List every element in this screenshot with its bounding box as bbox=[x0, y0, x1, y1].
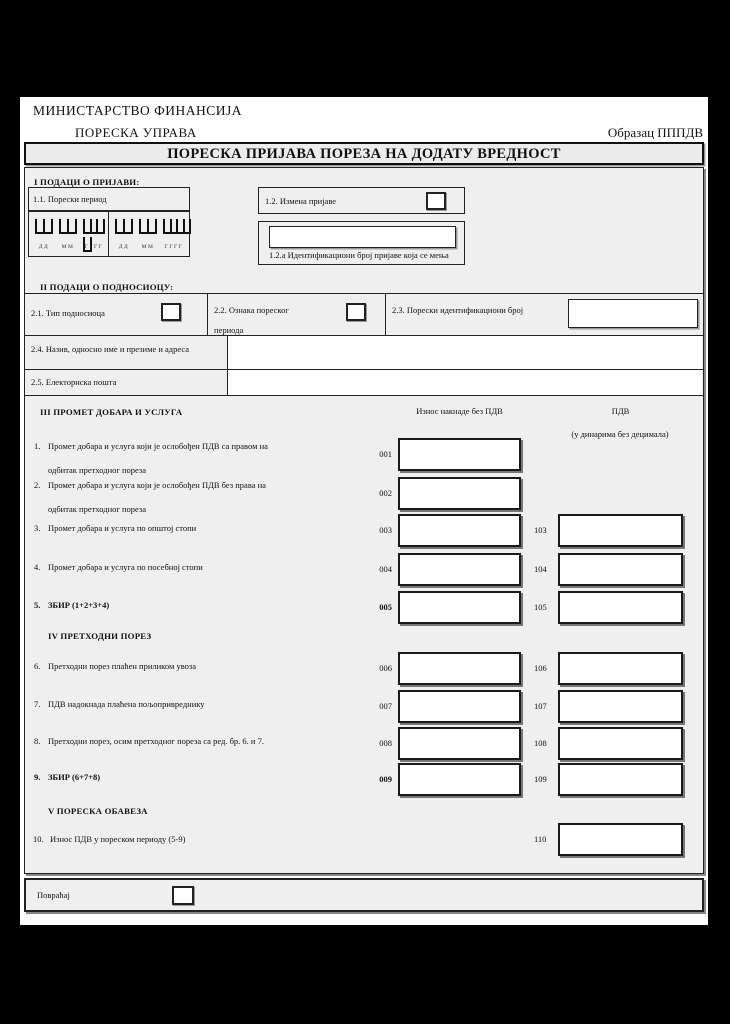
submitter-type-cell bbox=[25, 294, 208, 335]
row1-label-line1: Промет добара и услуга који је ослобођен ПДВ са правом на bbox=[48, 441, 268, 451]
form-title: ПОРЕСКА ПРИЈАВА ПОРЕЗА НА ДОДАТУ ВРЕДНОСТ bbox=[24, 142, 704, 165]
tax-period-start-date[interactable] bbox=[29, 212, 109, 256]
name-address-input[interactable] bbox=[228, 336, 702, 369]
row4-label: Промет добара и услуга по посебној стопи bbox=[48, 562, 203, 572]
amount-box-105[interactable] bbox=[558, 591, 683, 624]
row1-label-line2: одбитак претходног пореза bbox=[48, 465, 147, 475]
month-comb[interactable] bbox=[59, 219, 75, 237]
code-106: 106 bbox=[534, 663, 547, 673]
tax-id-cell bbox=[386, 294, 702, 335]
amount-box-110[interactable] bbox=[558, 823, 683, 856]
code-104: 104 bbox=[534, 564, 547, 574]
amount-box-005[interactable] bbox=[398, 591, 521, 624]
tax-administration-heading: ПОРЕСКА УПРАВА bbox=[75, 125, 197, 140]
code-001: 001 bbox=[379, 449, 392, 459]
period-mark-label: 2.2. Ознака пореског периода bbox=[214, 305, 289, 335]
amount-box-001[interactable] bbox=[398, 438, 521, 471]
code-006: 006 bbox=[379, 663, 392, 673]
amount-box-002[interactable] bbox=[398, 477, 521, 510]
ministry-heading: МИНИСТАРСТВО ФИНАНСИЈА bbox=[33, 103, 243, 118]
dinars-note: (у динарима без децимала) bbox=[571, 429, 669, 439]
row6-number: 6. bbox=[34, 661, 41, 671]
month-comb[interactable] bbox=[139, 219, 155, 237]
period-mark-cell bbox=[208, 294, 386, 335]
email-label: 2.5. Електорнска пошта bbox=[31, 377, 117, 387]
email-label-cell bbox=[25, 370, 228, 395]
row2-label-line1: Промет добара и услуга који је ослобођен ПДВ без права на bbox=[48, 480, 266, 490]
amendment-label: 1.2. Измена пријаве bbox=[265, 196, 337, 206]
section1-heading: I ПОДАЦИ О ПРИЈАВИ: bbox=[34, 177, 140, 187]
section3-heading: III ПРОМЕТ ДОБАРА И УСЛУГА bbox=[40, 407, 183, 417]
refund-checkbox[interactable] bbox=[172, 886, 194, 905]
name-address-label: 2.4. Назив, односно име и презиме и адреса bbox=[31, 344, 190, 354]
amount-box-007[interactable] bbox=[398, 690, 521, 723]
amount-box-009[interactable] bbox=[398, 763, 521, 796]
day-tick-label: ДД bbox=[118, 244, 130, 250]
form-page bbox=[20, 97, 708, 925]
amount-column-header: Износ накнаде без ПДВ bbox=[416, 406, 503, 416]
amendment-checkbox[interactable] bbox=[426, 192, 446, 210]
tax-period-label: 1.1. Порески период bbox=[33, 194, 107, 204]
email-row bbox=[24, 370, 704, 396]
day-comb[interactable] bbox=[115, 219, 131, 237]
form-code-label: Образац ПППДВ bbox=[607, 125, 703, 140]
submitter-type-label: 2.1. Тип подносиоца bbox=[31, 308, 105, 318]
amount-box-106[interactable] bbox=[558, 652, 683, 685]
amendment-id-box bbox=[258, 221, 465, 265]
vat-column-header: ПДВ bbox=[611, 406, 630, 416]
refund-label: Повраћај bbox=[37, 890, 70, 900]
row10-number: 10. bbox=[33, 834, 44, 844]
period-mark-checkbox[interactable] bbox=[346, 303, 366, 321]
row1-number: 1. bbox=[34, 441, 41, 451]
section2-heading: II ПОДАЦИ О ПОДНОСИОЦУ: bbox=[40, 282, 174, 292]
code-007: 007 bbox=[379, 701, 392, 711]
year-tick-label: ГГГГ bbox=[164, 244, 184, 250]
row4-number: 4. bbox=[34, 562, 41, 572]
code-105: 105 bbox=[534, 602, 547, 612]
submitter-type-checkbox[interactable] bbox=[161, 303, 181, 321]
row9-label: ЗБИР (6+7+8) bbox=[48, 772, 101, 782]
row7-number: 7. bbox=[34, 699, 41, 709]
submitter-row bbox=[24, 293, 704, 336]
row9-number: 9. bbox=[34, 772, 41, 782]
code-108: 108 bbox=[534, 738, 547, 748]
name-address-label-cell bbox=[25, 336, 228, 369]
amount-box-104[interactable] bbox=[558, 553, 683, 586]
amount-box-003[interactable] bbox=[398, 514, 521, 547]
code-107: 107 bbox=[534, 701, 547, 711]
row3-number: 3. bbox=[34, 523, 41, 533]
row2-label-line2: одбитак претходног пореза bbox=[48, 504, 147, 514]
amount-box-109[interactable] bbox=[558, 763, 683, 796]
amount-box-108[interactable] bbox=[558, 727, 683, 760]
year-tick-label: ГГГГ bbox=[84, 244, 104, 250]
row10-label: Износ ПДВ у пореском периоду (5-9) bbox=[50, 834, 186, 844]
amendment-id-input[interactable] bbox=[269, 226, 456, 248]
amount-box-107[interactable] bbox=[558, 690, 683, 723]
section5-heading: V ПОРЕСКА ОБАВЕЗА bbox=[48, 806, 148, 816]
name-address-row bbox=[24, 336, 704, 370]
email-input[interactable] bbox=[228, 370, 702, 395]
code-005: 005 bbox=[379, 602, 392, 612]
code-003: 003 bbox=[379, 525, 392, 535]
amount-box-004[interactable] bbox=[398, 553, 521, 586]
code-009: 009 bbox=[379, 774, 392, 784]
tax-id-input[interactable] bbox=[568, 299, 698, 328]
tax-period-end-date[interactable] bbox=[109, 212, 189, 256]
row7-label: ПДВ надокнада плаћена пољопривреднику bbox=[48, 699, 205, 709]
amendment-id-label: 1.2.а Идентификациони број пријаве која се мења bbox=[269, 250, 449, 260]
code-109: 109 bbox=[534, 774, 547, 784]
day-tick-label: ДД bbox=[38, 244, 50, 250]
code-103: 103 bbox=[534, 525, 547, 535]
year-comb[interactable] bbox=[163, 219, 189, 237]
refund-box bbox=[24, 878, 704, 912]
row5-number: 5. bbox=[34, 600, 41, 610]
code-002: 002 bbox=[379, 488, 392, 498]
month-tick-label: ММ bbox=[61, 244, 75, 250]
row8-number: 8. bbox=[34, 736, 41, 746]
month-tick-label: ММ bbox=[141, 244, 155, 250]
amount-box-006[interactable] bbox=[398, 652, 521, 685]
day-comb[interactable] bbox=[35, 219, 51, 237]
tax-period-dates-box bbox=[28, 211, 190, 257]
code-004: 004 bbox=[379, 564, 392, 574]
amendment-box bbox=[258, 187, 465, 214]
tax-id-label: 2.3. Порески идентификациони број bbox=[392, 305, 524, 315]
code-110: 110 bbox=[534, 834, 547, 844]
row6-label: Претходни порез плаћен приликом увоза bbox=[48, 661, 197, 671]
section4-heading: IV ПРЕТХОДНИ ПОРЕЗ bbox=[48, 631, 152, 641]
row8-label: Претходни порез, осим претходног пореза са ред. бр. 6. и 7. bbox=[48, 736, 264, 746]
row5-label: ЗБИР (1+2+3+4) bbox=[48, 600, 110, 610]
amount-box-008[interactable] bbox=[398, 727, 521, 760]
code-008: 008 bbox=[379, 738, 392, 748]
row3-label: Промет добара и услуга по општој стопи bbox=[48, 523, 197, 533]
row2-number: 2. bbox=[34, 480, 41, 490]
amount-box-103[interactable] bbox=[558, 514, 683, 547]
tax-period-label-box bbox=[28, 187, 190, 211]
